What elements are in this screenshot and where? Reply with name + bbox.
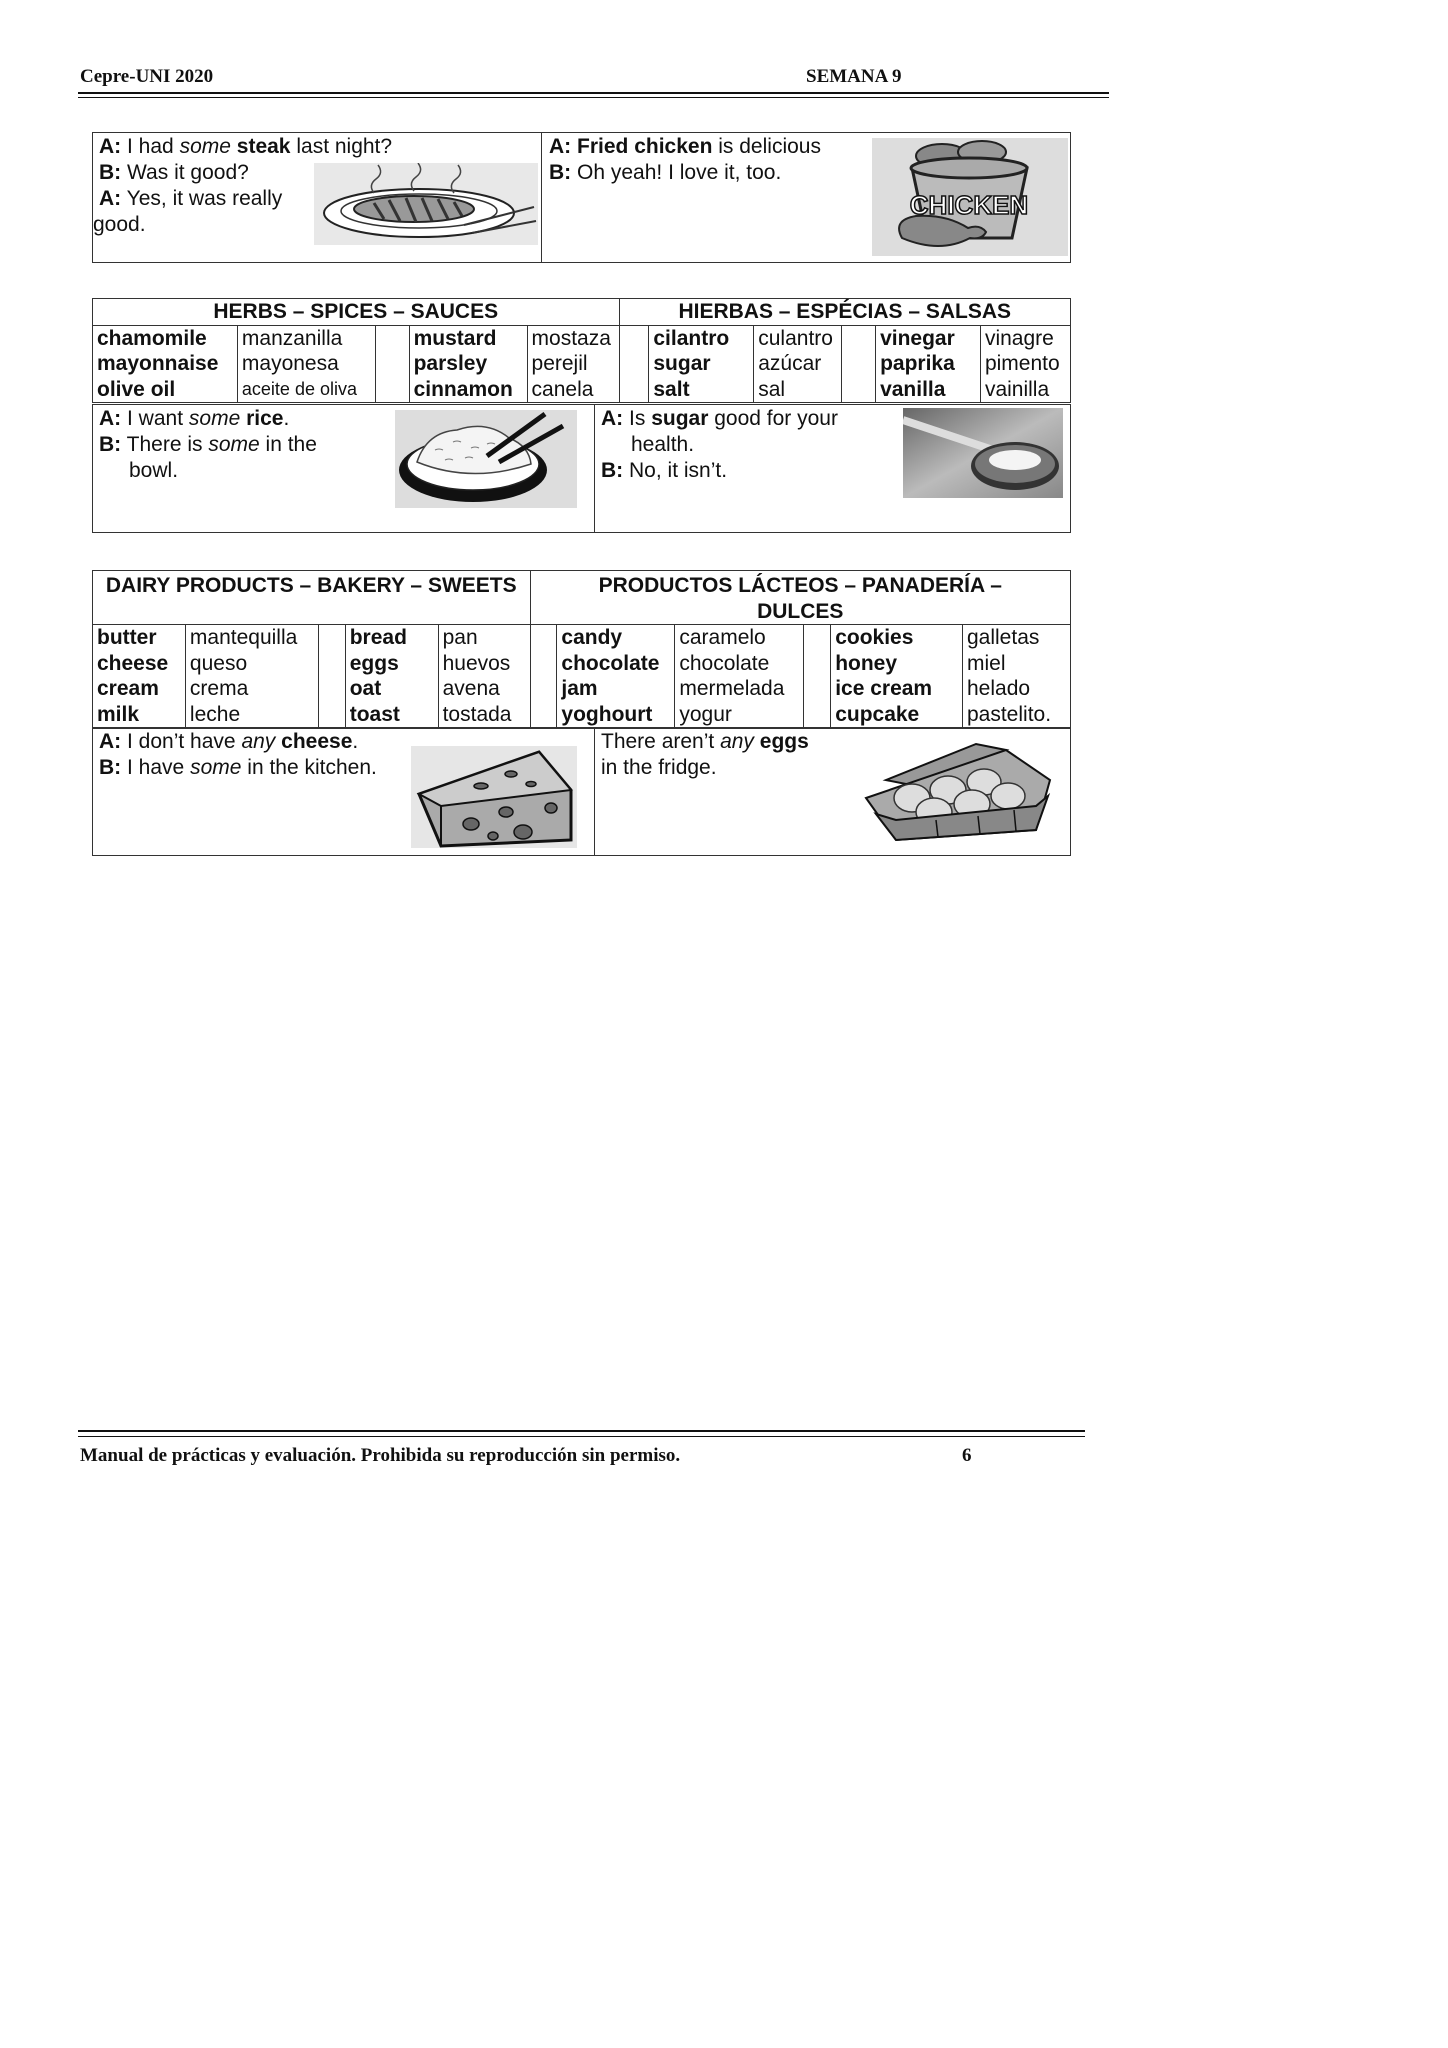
herbs-group-1-es: manzanilla mayonesa aceite de oliva: [237, 325, 375, 403]
sugar-dialogue: A: Is sugar good for your health. B: No, it isn’t.: [601, 407, 838, 482]
dairy-group-3-es: caramelo chocolate mermelada yogur: [675, 625, 804, 728]
dairy-group-3-en: candy chocolate jam yoghourt: [557, 625, 675, 728]
chicken-bucket-image: [872, 138, 1068, 256]
header-rule-top: [78, 92, 1109, 94]
herbs-group-1-en: chamomile mayonnaise olive oil: [93, 325, 238, 403]
herbs-spacer-3: [842, 325, 876, 403]
herbs-group-2-es: mostaza perejil canela: [527, 325, 619, 403]
eggs-sentence: There aren’t any eggs in the fridge.: [601, 730, 809, 779]
dairy-spacer-1: [318, 625, 345, 728]
dairy-vocab-row: [93, 625, 1071, 728]
dairy-group-1-en: butter cheese cream milk: [93, 625, 186, 728]
herbs-vocab-row: [93, 325, 1071, 403]
herbs-group-4-es: vinagre pimento vainilla: [980, 325, 1070, 403]
dairy-header-en: DAIRY PRODUCTS – BAKERY – SWEETS: [93, 571, 531, 625]
herbs-group-3-en: cilantro sugar salt: [649, 325, 754, 403]
footer-rule-top: [78, 1430, 1085, 1432]
dairy-header-es: PRODUCTOS LÁCTEOS – PANADERÍA – DULCES: [530, 571, 1070, 625]
dairy-group-2-en: bread eggs oat toast: [345, 625, 438, 728]
steak-dialogue: A: I had some steak last night? B: Was it good? A: Yes, it was really good.: [93, 135, 393, 236]
dairy-vocab-table: [92, 570, 1071, 729]
dairy-group-1-es: mantequilla queso crema leche: [185, 625, 318, 728]
cheese-dialogue: A: I don’t have any cheese. B: I have some in the kitchen.: [99, 730, 377, 779]
herbs-header-es: HIERBAS – ESPÉCIAS – SALSAS: [619, 299, 1071, 326]
page-number: 6: [962, 1445, 972, 1466]
herbs-group-3-es: culantro azúcar sal: [754, 325, 842, 403]
herbs-vocab-table: [92, 298, 1071, 403]
dairy-group-4-en: cookies honey ice cream cupcake: [831, 625, 963, 728]
rice-bowl-image: [395, 410, 577, 508]
herbs-header-en: HERBS – SPICES – SAUCES: [93, 299, 620, 326]
herbs-spacer-2: [619, 325, 649, 403]
dairy-dialogue-divider: [594, 727, 595, 856]
cheese-wedge-image: [411, 746, 577, 848]
dairy-group-4-es: galletas miel helado pastelito.: [962, 625, 1070, 728]
header-course-title: Cepre-UNI 2020: [80, 66, 214, 87]
header-week: SEMANA 9: [806, 66, 902, 87]
steak-plate-image: [314, 163, 538, 245]
herbs-group-4-en: vinegar paprika vanilla: [876, 325, 981, 403]
herbs-group-2-en: mustard parsley cinnamon: [409, 325, 527, 403]
herbs-spacer-1: [375, 325, 409, 403]
header-rule-bottom: [78, 97, 1109, 98]
herbs-dialogue-divider: [594, 404, 595, 533]
egg-carton-image: [856, 740, 1052, 844]
footer-rule-bottom: [78, 1436, 1085, 1437]
footer-notice: Manual de prácticas y evaluación. Prohibida su reproducción sin permiso.: [80, 1445, 681, 1466]
meat-dialogue-divider: [541, 132, 542, 263]
dairy-spacer-2: [530, 625, 557, 728]
dairy-group-2-es: pan huevos avena tostada: [438, 625, 530, 728]
chicken-bucket-label: CHICKEN: [909, 190, 1029, 220]
dairy-spacer-3: [804, 625, 831, 728]
sugar-spoon-image: [903, 408, 1063, 498]
chicken-dialogue: A: Fried chicken is delicious B: Oh yeah! I love it, too.: [549, 135, 821, 184]
rice-dialogue: A: I want some rice. B: There is some in the bowl.: [99, 407, 317, 482]
